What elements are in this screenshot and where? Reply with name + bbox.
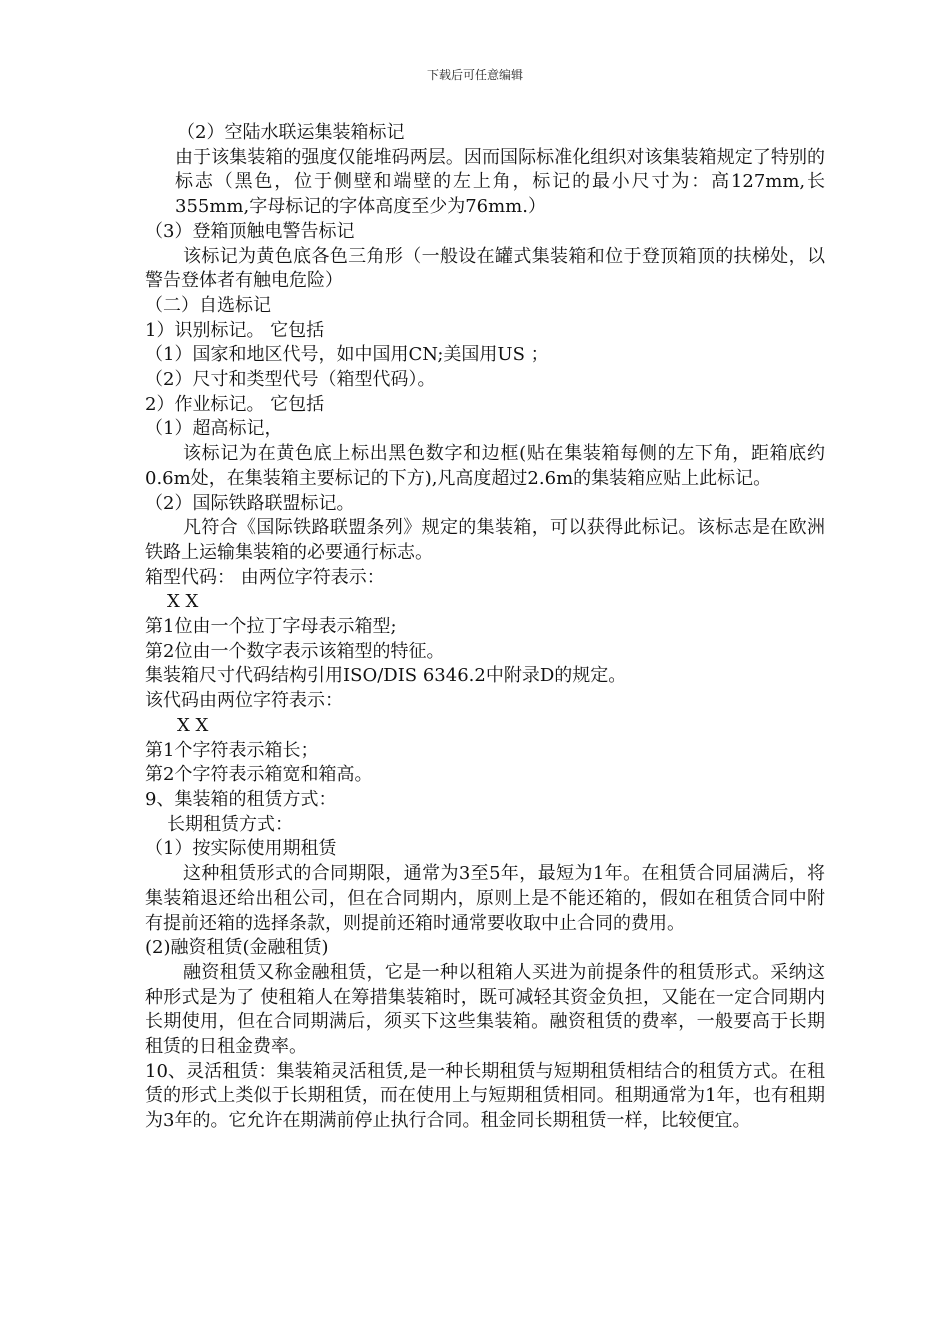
subheading-long-term-lease: 长期租赁方式： (167, 813, 293, 835)
box-type-code-intro: 箱型代码： 由两位字符表示： (145, 566, 385, 588)
item-country-code: （1）国家和地区代号，如中国用CN;美国用US ； (145, 344, 549, 366)
subheading-electric-warning: （3）登箱顶触电警告标记 (145, 220, 355, 242)
heading-optional-marking: （二）自选标记 (145, 294, 271, 316)
paragraph-finance-lease: 融资租赁又称金融租赁，它是一种以租箱人买进为前提条件的租赁形式。采纳这种形式是为了 使租箱人在筹措集装箱时，既可减轻其资金负担，又能在一定合同期内长期使用，但在合同期满后，须买下这些集装箱。融资租赁的费率，一般要高于长期租赁的日租金费率。 (145, 961, 825, 1058)
paragraph-electric-warning: 该标记为黄色底各色三角形（一般设在罐式集装箱和位于登顶箱顶的扶梯处，以警告登体者有触电危险） (145, 245, 825, 292)
subheading-over-height-marking: （1）超高标记， (145, 418, 283, 440)
subheading-uic-marking: （2）国际铁路联盟标记。 (145, 492, 355, 514)
item-operation-marking: 2）作业标记。 它包括 (145, 393, 325, 415)
box-type-second-char: 第2位由一个数字表示该箱型的特征。 (145, 640, 445, 662)
code-placeholder-1: X X (167, 591, 199, 613)
item-identification-marking: 1）识别标记。 它包括 (145, 319, 325, 341)
size-first-char: 第1个字符表示箱长； (145, 739, 319, 761)
document-body (145, 121, 825, 1134)
item-size-type-code: （2）尺寸和类型代号（箱型代码）。 (145, 369, 436, 391)
code-placeholder-2: X X (177, 714, 209, 736)
size-second-char: 第2个字符表示箱宽和箱高。 (145, 764, 373, 786)
size-code-reference: 集装箱尺寸代码结构引用ISO/DIS 6346.2中附录D的规定。 (145, 665, 627, 687)
subheading-air-land-water-marking: （2）空陆水联运集装箱标记 (177, 122, 405, 143)
page-header: 下载后可任意编辑 (426, 68, 523, 82)
size-code-intro: 该代码由两位字符表示： (145, 690, 343, 712)
paragraph-actual-use-lease: 这种租赁形式的合同期限，通常为3至5年，最短为1年。在租赁合同届满后，将集装箱退还给出租公司，但在合同期内，原则上是不能还箱的，假如在租赁合同中附有提前还箱的选择条款，则提前还箱时通常要收取中止合同的费用。 (145, 863, 825, 934)
paragraph-air-land-water-marking: 由于该集装箱的强度仅能堆码两层。因而国际标准化组织对该集装箱规定了特别的标志（黑色，位于侧壁和端壁的左上角，标记的最小尺寸为：高127mm,长355mm,字母标记的字体高度至少为76mm.） (175, 146, 825, 218)
heading-leasing-methods: 9、集装箱的租赁方式： (145, 788, 337, 810)
paragraph-uic-marking: 凡符合《国际铁路联盟条列》规定的集装箱，可以获得此标记。该标志是在欧洲铁路上运输集装箱的必要通行标志。 (145, 517, 825, 563)
box-type-first-char: 第1位由一个拉丁字母表示箱型; (145, 616, 397, 638)
subheading-finance-lease: (2)融资租赁(金融租赁) (145, 937, 329, 959)
paragraph-over-height-marking: 该标记为在黄色底上标出黑色数字和边框(贴在集装箱每侧的左下角，距箱底约0.6m处，在集装箱主要标记的下方),凡高度超过2.6m的集装箱应贴上此标记。 (145, 443, 825, 489)
subheading-actual-use-lease: （1）按实际使用期租赁 (145, 838, 337, 860)
paragraph-flexible-lease: 10、灵活租赁：集装箱灵活租赁,是一种长期租赁与短期租赁相结合的租赁方式。在租赁的形式上类似于长期租赁，而在使用上与短期租赁相同。租期通常为1年，也有租期为3年的。它允许在期满前停止执行合同。租金同长期租赁一样，比较便宜。 (145, 1060, 825, 1132)
